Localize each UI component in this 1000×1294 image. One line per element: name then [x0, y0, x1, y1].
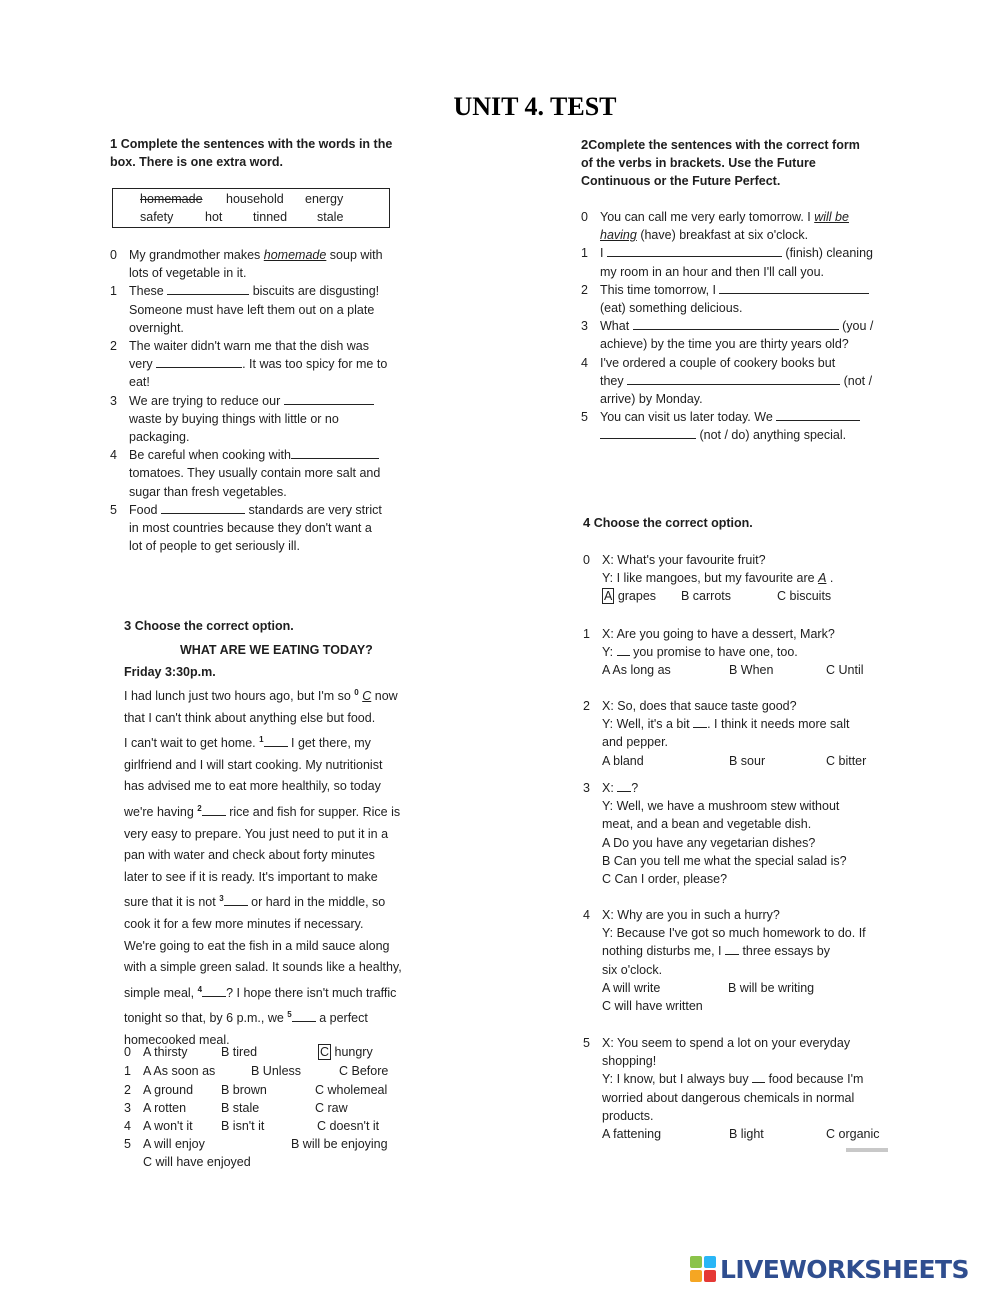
dialogue-line: . [826, 571, 834, 586]
item-text: they [600, 373, 628, 388]
item-text: very [129, 357, 157, 372]
item-text: Someone must have left them out on a plate [129, 302, 375, 317]
item-number: 5 [124, 1137, 131, 1151]
option-c[interactable]: C organic [826, 1127, 880, 1142]
item-number: 0 [581, 210, 588, 224]
item-text: in most countries because they don't want a [129, 521, 372, 536]
instruction-text: Choose the correct option. [134, 619, 294, 633]
item-text: (have) breakfast at six o'clock. [636, 228, 809, 243]
option-c[interactable] [318, 1045, 373, 1059]
logo-icon [690, 1255, 718, 1283]
dialogue-line: Y: [602, 645, 617, 660]
text-line: I had lunch just two hours ago, but I'm so [124, 689, 355, 703]
item-text: standards are very strict [244, 502, 382, 517]
item-number: 2 [581, 282, 588, 297]
list-item [110, 282, 430, 337]
option-b[interactable]: B When [729, 663, 774, 678]
item-number: 1 [124, 1064, 131, 1078]
question-3 [583, 779, 903, 888]
item-text: We are trying to reduce our [129, 393, 284, 408]
item-text: My grandmother makes [129, 248, 264, 262]
answer-gap[interactable] [617, 780, 631, 792]
page-title: UNIT 4. TEST [453, 92, 617, 121]
answer-blank[interactable] [167, 282, 249, 295]
exercise-number: 4 [583, 515, 591, 530]
item-number: 0 [124, 1045, 131, 1059]
gap-number: 1 [259, 735, 264, 745]
item-text: packaging. [129, 430, 190, 445]
dialogue-line: worried about dangerous chemicals in normal [602, 1090, 855, 1105]
exercise-3-options [124, 1045, 444, 1175]
option-row [124, 1101, 444, 1119]
item-text: biscuits are disgusting! [249, 284, 380, 299]
question-2 [583, 697, 903, 770]
option-a[interactable]: A Do you have any vegetarian dishes? [602, 835, 816, 850]
text-line: that I can't think about anything else but food. [124, 710, 376, 725]
dialogue-line: food because I'm [765, 1072, 864, 1087]
dialogue-line: X: Are you going to have a dessert, Mark? [602, 627, 835, 641]
dialogue-line: Y: I know, but I always buy [602, 1072, 753, 1087]
dialogue-line: ? [631, 781, 639, 795]
option-b[interactable]: B isn't it [221, 1119, 265, 1133]
option-a[interactable]: A won't it [143, 1119, 193, 1133]
reading-text [124, 682, 444, 1052]
logo-text: LIVEWORKSHEETS [720, 1254, 969, 1284]
dialogue-line: products. [602, 1108, 654, 1123]
dialogue-line: Y: Because I've got so much homework to do. If [602, 926, 866, 941]
instruction-text: Choose the correct option. [593, 516, 753, 530]
dialogue-line: Y: Well, it's a bit [602, 717, 694, 732]
text-line: a perfect [315, 1011, 368, 1026]
item-text: sugar than fresh vegetables. [129, 484, 287, 499]
text-line: we're having [124, 804, 198, 819]
option-b[interactable]: B carrots [681, 589, 732, 604]
text-line: girlfriend and I will start cooking. My nutritionist [124, 757, 383, 772]
selected-answer-box: C [320, 1045, 330, 1059]
list-item [110, 337, 430, 392]
option-b[interactable]: B will be enjoying [291, 1137, 388, 1151]
dialogue-line: X: You seem to spend a lot on your everyday [602, 1036, 851, 1050]
item-text: tomatoes. They usually contain more salt and [129, 466, 381, 481]
option-row [124, 1137, 444, 1155]
option-c[interactable]: C will have written [602, 998, 703, 1013]
option-a[interactable]: A ground [143, 1083, 194, 1097]
item-number: 2 [110, 339, 117, 354]
item-text: (you / [838, 319, 874, 334]
item-number: 5 [581, 410, 588, 425]
text-line: or hard in the middle, so [247, 895, 386, 910]
item-text: This time tomorrow, I [600, 282, 720, 297]
dialogue-line: shopping! [602, 1054, 657, 1069]
item-text: my room in an hour and then I'll call you. [600, 264, 825, 279]
list-item [581, 317, 901, 353]
option-row [124, 1045, 444, 1063]
item-text: (finish) cleaning [781, 246, 873, 261]
example-answer: will be [814, 210, 849, 224]
option-c[interactable]: C biscuits [777, 589, 832, 604]
option-row [124, 1119, 444, 1137]
item-text: These [129, 284, 168, 299]
option-a[interactable]: A will write [602, 980, 661, 995]
gap-number: 2 [197, 803, 202, 813]
answer-blank[interactable] [156, 355, 242, 368]
exercise-4-header [583, 514, 753, 532]
option-a[interactable]: A fattening [602, 1127, 662, 1142]
list-item [581, 208, 901, 244]
answer-blank[interactable] [284, 392, 374, 405]
option-text: grapes [614, 589, 657, 604]
item-number: 1 [581, 246, 588, 261]
dialogue-line: and pepper. [602, 735, 669, 750]
exercise-2-items [581, 208, 901, 445]
text-line: later to see if it is ready. It's important to make [124, 869, 378, 884]
text-line: homecooked meal. [124, 1032, 230, 1047]
instruction-text: Continuous or the Future Perfect. [581, 174, 781, 189]
item-number: 4 [110, 448, 117, 463]
item-number: 0 [110, 248, 117, 262]
word: hot [205, 210, 223, 224]
item-text: You can visit us later today. We [600, 410, 777, 425]
item-number: 4 [124, 1119, 131, 1133]
gap-number: 4 [197, 984, 203, 994]
item-text: soup with [326, 248, 383, 262]
question-4 [583, 906, 913, 1015]
option-a[interactable] [602, 587, 656, 605]
question-0 [583, 551, 903, 605]
option-c[interactable]: C raw [315, 1101, 348, 1115]
answer-gap[interactable] [292, 1010, 316, 1022]
instruction-text: box. There is one extra word. [110, 155, 283, 170]
answer-blank[interactable] [719, 281, 869, 294]
text-line: has advised me to eat more healthily, so today [124, 779, 381, 794]
exercise-1-header [110, 135, 430, 171]
text-line: pan with water and check about forty minutes [124, 848, 375, 863]
gap-number: 5 [287, 1010, 292, 1020]
answer-gap[interactable] [617, 644, 630, 656]
option-a[interactable]: A As long as [602, 663, 671, 678]
option-a[interactable]: A bland [602, 753, 644, 768]
exercise-number: 2 [581, 137, 589, 152]
text-line: I get there, my [287, 736, 371, 751]
text-line: tonight so that, by 6 p.m., we [124, 1011, 288, 1026]
text-line: sure that it is not [124, 895, 220, 910]
answer-gap[interactable] [725, 943, 739, 955]
dialogue-line: Y: I like mangoes, but my favourite are [602, 571, 819, 586]
answer-blank[interactable] [291, 446, 379, 459]
dialogue-line: X: What's your favourite fruit? [602, 553, 766, 567]
option-a[interactable]: A will enjoy [143, 1137, 205, 1151]
liveworksheets-logo[interactable] [690, 1252, 969, 1286]
exercise-1-items [110, 246, 430, 555]
option-c[interactable]: C Before [339, 1064, 389, 1078]
answer-gap[interactable] [202, 985, 226, 997]
option-b[interactable]: B brown [221, 1083, 267, 1097]
option-c[interactable]: C will have enjoyed [143, 1155, 251, 1169]
exercise-number: 1 [110, 136, 118, 151]
item-text: The waiter didn't warn me that the dish was [129, 339, 370, 354]
list-item [110, 501, 430, 556]
dialogue-line: six o'clock. [602, 962, 663, 977]
item-text: I [600, 246, 607, 261]
option-b[interactable]: B will be writing [728, 980, 815, 995]
option-text: hungry [331, 1045, 373, 1059]
word: energy [305, 192, 344, 206]
word: household [226, 192, 284, 206]
dialogue-line: X: [602, 781, 618, 795]
text-line: very easy to prepare. You just need to put it in a [124, 826, 389, 841]
scan-artifact [846, 1148, 888, 1152]
option-a[interactable]: A thirsty [143, 1045, 188, 1059]
question-1 [583, 625, 903, 679]
text-line: cook it for a few more minutes if necessary. [124, 916, 364, 931]
option-c[interactable]: C Can I order, please? [602, 872, 728, 887]
answer-gap[interactable] [752, 1071, 765, 1083]
option-b[interactable]: B light [729, 1127, 764, 1142]
question-5 [583, 1034, 903, 1143]
answer-blank[interactable] [607, 244, 782, 257]
example-answer: A [818, 571, 827, 586]
option-b[interactable]: B tired [221, 1045, 258, 1059]
list-item [110, 392, 430, 447]
option-a[interactable]: A As soon as [143, 1064, 216, 1078]
gap-number: 0 [354, 688, 359, 697]
option-b[interactable]: B Can you tell me what the special salad is? [602, 853, 847, 868]
item-text: You can call me very early tomorrow. I [600, 210, 815, 224]
word: tinned [253, 210, 288, 224]
instruction-text: Complete the sentences with the correct form [588, 138, 860, 152]
answer-gap[interactable] [202, 804, 226, 816]
dialogue-line: X: Why are you in such a hurry? [602, 908, 780, 922]
option-row [124, 1083, 444, 1101]
answer-blank[interactable] [776, 408, 860, 421]
selected-answer-box: A [604, 589, 613, 604]
dialogue-line: nothing disturbs me, I [602, 944, 725, 959]
word-crossed: homemade [140, 192, 203, 206]
list-item [581, 408, 901, 444]
word-box [112, 188, 390, 228]
item-text: lots of vegetable in it. [129, 266, 247, 281]
item-text: arrive) by Monday. [600, 392, 703, 407]
option-row [124, 1064, 444, 1082]
text-title: WHAT ARE WE EATING TODAY? [180, 643, 373, 657]
item-text: I've ordered a couple of cookery books but [600, 355, 836, 370]
item-text: Be careful when cooking with [129, 448, 291, 463]
answer-blank[interactable] [600, 426, 696, 439]
item-text: (eat) something delicious. [600, 301, 743, 316]
list-item [581, 354, 901, 409]
exercise-number: 3 [124, 618, 132, 633]
option-b[interactable]: B sour [729, 753, 766, 768]
exercise-2-header [581, 136, 901, 191]
option-c[interactable]: C Until [826, 663, 864, 678]
answer-gap[interactable] [224, 894, 248, 906]
item-text: waste by buying things with little or no [129, 411, 339, 426]
list-item [110, 446, 430, 501]
item-number: 3 [581, 319, 588, 334]
option-b[interactable]: B stale [221, 1101, 260, 1115]
text-line: with a simple green salad. It sounds like a healthy, [124, 960, 402, 975]
answer-blank[interactable] [633, 317, 839, 330]
answer-blank[interactable] [161, 501, 245, 514]
text-line: simple meal, [124, 985, 198, 1000]
text-line: now [371, 689, 398, 703]
word: stale [317, 210, 344, 224]
instruction-text: Complete the sentences with the words in the [120, 137, 393, 151]
item-text: Food [129, 502, 161, 517]
text-date: Friday 3:30p.m. [124, 665, 216, 679]
item-text: overnight. [129, 320, 184, 335]
option-a[interactable]: A rotten [143, 1101, 187, 1115]
example-answer: C [362, 689, 372, 703]
exercise-3-header [124, 617, 294, 635]
list-item [110, 246, 430, 282]
item-number: 4 [581, 355, 588, 370]
item-number: 5 [110, 502, 117, 517]
list-item [581, 244, 901, 280]
dialogue-line: you promise to have one, too. [629, 645, 798, 660]
example-answer: having [600, 228, 637, 243]
dialogue-line: three essays by [738, 944, 830, 959]
item-text: eat! [129, 375, 150, 390]
dialogue-line: meat, and a bean and vegetable dish. [602, 817, 812, 832]
text-line: I can't wait to get home. [124, 736, 260, 751]
answer-blank[interactable] [627, 372, 840, 385]
item-number: 2 [124, 1083, 131, 1097]
item-number: 1 [110, 284, 117, 299]
item-text: . It was too spicy for me to [242, 357, 388, 372]
list-item [581, 281, 901, 317]
option-row [124, 1155, 444, 1173]
option-c[interactable]: C doesn't it [317, 1119, 380, 1133]
word: safety [140, 210, 174, 224]
item-number: 1 [583, 627, 590, 641]
item-text: (not / [840, 373, 873, 388]
item-number: 3 [110, 393, 117, 408]
option-b[interactable]: B Unless [251, 1064, 302, 1078]
instruction-text: of the verbs in brackets. Use the Future [581, 156, 816, 171]
answer-gap[interactable] [693, 716, 707, 728]
option-c[interactable]: C bitter [826, 753, 867, 768]
dialogue-line: Y: Well, we have a mushroom stew without [602, 799, 840, 814]
item-text: achieve) by the time you are thirty years old? [600, 337, 849, 352]
item-text: lot of people to get seriously ill. [129, 539, 300, 554]
item-text: (not / do) anything special. [696, 428, 847, 443]
item-number: 4 [583, 908, 590, 922]
text-line: We're going to eat the fish in a mild sauce along [124, 938, 390, 953]
dialogue-line: . I think it needs more salt [707, 717, 850, 732]
option-c[interactable]: C wholemeal [315, 1083, 388, 1097]
item-number: 3 [124, 1101, 131, 1115]
item-number: 3 [583, 781, 590, 795]
item-number: 2 [583, 699, 590, 713]
text-line: ? I hope there isn't much traffic [226, 985, 397, 1000]
text-line: rice and fish for supper. Rice is [225, 804, 401, 819]
item-text: What [600, 319, 633, 334]
dialogue-line: X: So, does that sauce taste good? [602, 699, 797, 713]
item-number: 0 [583, 553, 590, 567]
item-number: 5 [583, 1036, 590, 1050]
answer-gap[interactable] [264, 735, 288, 747]
gap-number: 3 [219, 894, 224, 904]
example-answer: homemade [263, 248, 327, 262]
